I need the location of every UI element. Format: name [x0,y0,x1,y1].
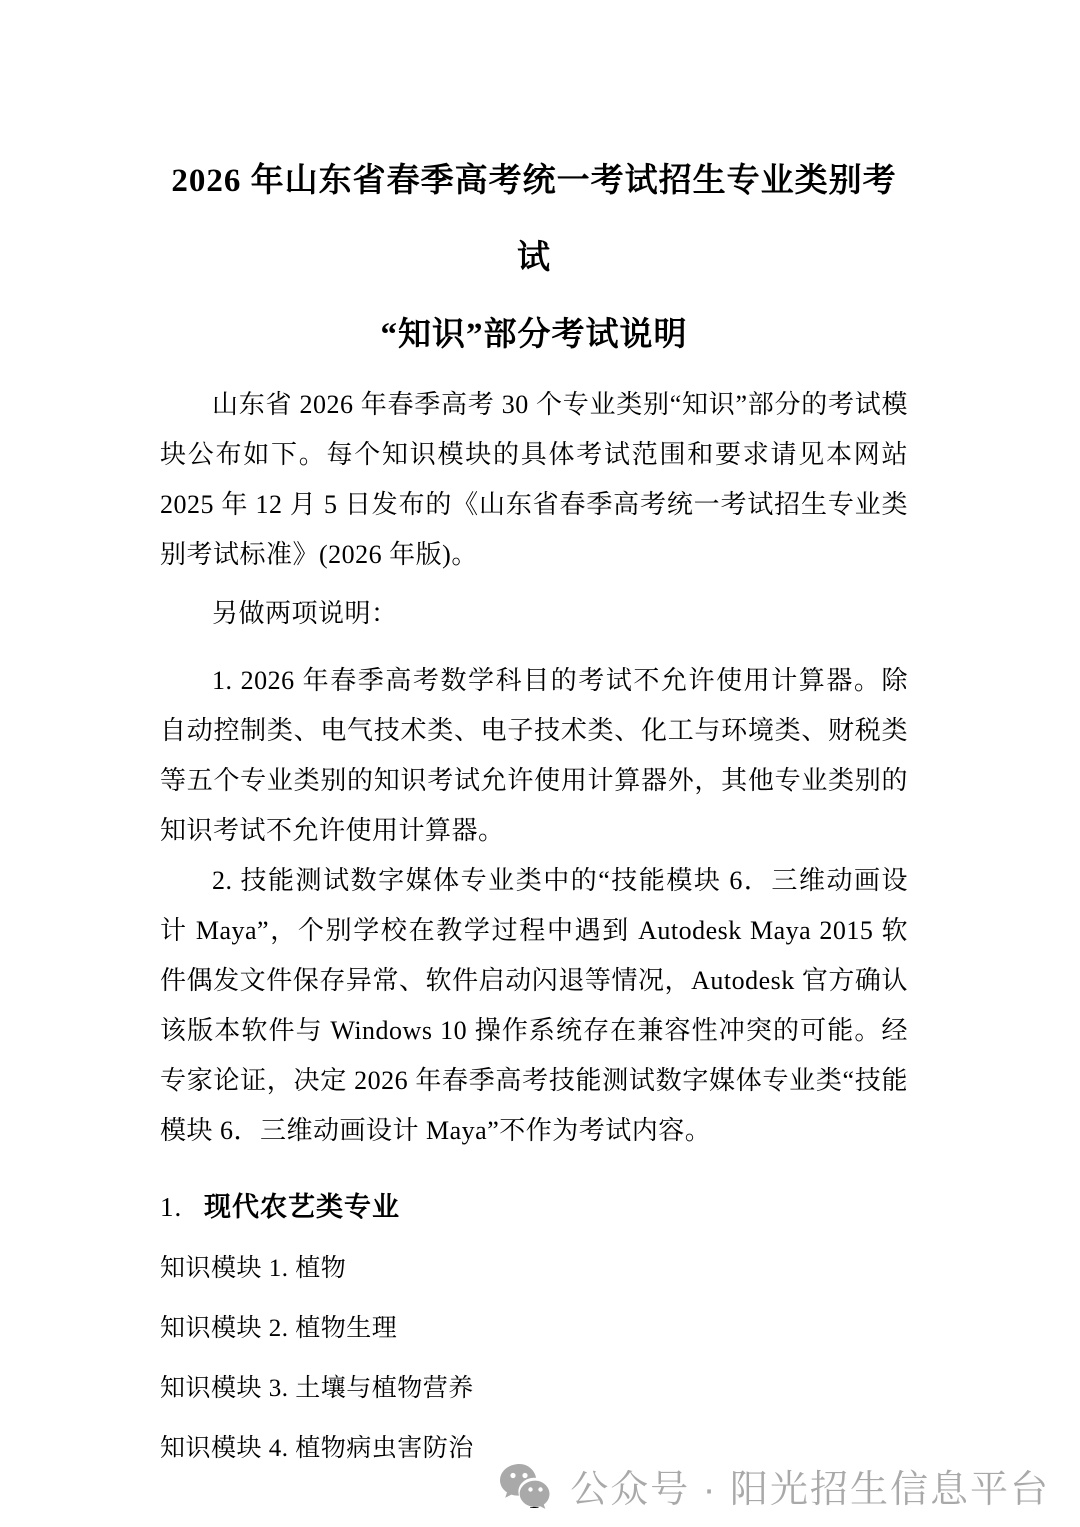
note1-paragraph: 1. 2026 年春季高考数学科目的考试不允许使用计算器。除自动控制类、电气技术类、电子技术类、化工与环境类、财税类等五个专业类别的知识考试允许使用计算器外，其他专业类别的知识考试不允许使用计算器。 [160,666,908,845]
list-item: 知识模块 4. 植物病虫害防治 [160,1435,474,1462]
watermark-text: 公众号 · 阳光招生信息平台 [570,1469,1050,1511]
section-title: 现代农艺类专业 [204,1192,400,1222]
section-heading-modern-agronomy [160,1177,908,1237]
document-title-line2: “知识”部分考试说明 [380,317,688,353]
document-title [160,143,908,374]
list-item: 知识模块 2. 植物生理 [160,1315,398,1342]
wechat-icon [498,1462,554,1510]
knowledge-module-list [160,1239,908,1479]
document-title-line1: 2026 年山东省春季高考统一考试招生专业类别考试 [171,163,897,276]
notes-lead-paragraph: 另做两项说明： [212,599,398,628]
section-number: 1. [160,1192,183,1222]
intro-paragraph: 山东省 2026 年春季高考 30 个专业类别“知识”部分的考试模块公布如下。每个知识模块的具体考试范围和要求请见本网站 2025 年 12 月 5 日发布的《山东省春季高考统一考试招生专业类别考试标准》(2026 年版)。 [160,390,908,569]
list-item: 知识模块 3. 土壤与植物营养 [160,1375,474,1402]
watermark-footer [498,1458,1050,1513]
list-item: 知识模块 1. 植物 [160,1255,347,1282]
note2-paragraph: 2. 技能测试数字媒体专业类中的“技能模块 6．三维动画设计 Maya”，个别学校在教学过程中遇到 Autodesk Maya 2015 软件偶发文件保存异常、软件启动闪退等情况，Autodesk 官方确认该版本软件与 Windows 10 操作系统存在兼容性冲突的可能。经专家论证，决定 2026 年春季高考技能测试数字媒体专业类“技能模块 6．三维动画设计 Maya”不作为考试内容。 [160,866,908,1145]
